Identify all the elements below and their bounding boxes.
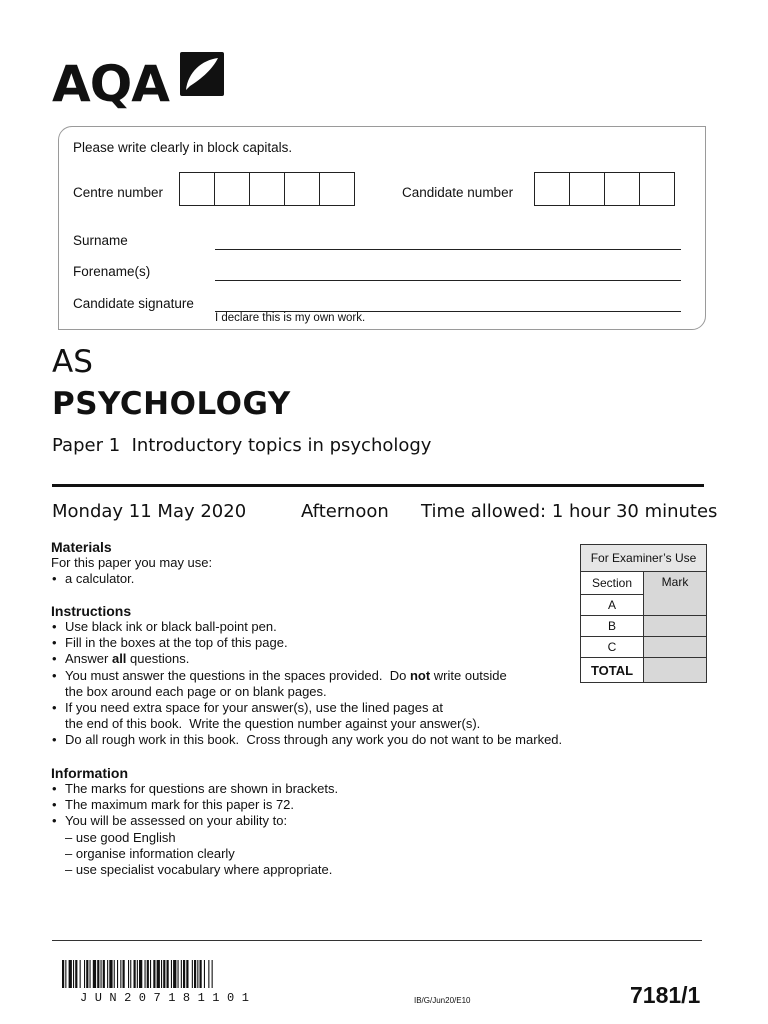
exam-session: Afternoon <box>301 501 389 522</box>
instructions-section <box>51 603 651 749</box>
logo-text: AQA <box>52 55 169 113</box>
barcode-bar <box>90 960 91 988</box>
section-column-header: Section <box>581 572 644 595</box>
information-item: • The maximum mark for this paper is 72. <box>51 797 571 813</box>
barcode-bar <box>197 960 198 988</box>
centre-digit-box[interactable] <box>249 172 285 206</box>
barcode-bar <box>194 960 196 988</box>
instruction-item: • Do all rough work in this book. Cross through any work you do not want to be marked. <box>51 732 651 748</box>
aqa-leaf-icon <box>180 52 224 96</box>
instruction-item <box>51 668 651 700</box>
barcode-bar <box>128 960 129 988</box>
section-label: B <box>581 616 644 637</box>
section-label: A <box>581 595 644 616</box>
time-allowed: Time allowed: 1 hour 30 minutes <box>421 501 718 522</box>
barcode-bar <box>161 960 162 988</box>
candidate-digit-box[interactable] <box>534 172 570 206</box>
information-heading: Information <box>51 765 128 781</box>
instruction-text: Answer <box>65 651 112 667</box>
qualification-level: AS <box>52 344 93 380</box>
surname-line[interactable] <box>215 249 681 250</box>
instruction-text: questions. <box>126 651 190 667</box>
barcode-bar <box>75 960 77 988</box>
signature-label: Candidate signature <box>73 296 194 311</box>
centre-digit-box[interactable] <box>214 172 250 206</box>
barcode-number: JUN207181101 <box>80 991 257 1005</box>
barcode <box>62 960 308 988</box>
barcode-bar <box>73 960 74 988</box>
centre-digit-box[interactable] <box>284 172 320 206</box>
barcode-bar <box>84 960 85 988</box>
footer-divider <box>52 940 702 941</box>
barcode-bar <box>139 960 142 988</box>
examiner-use-table <box>580 544 707 683</box>
barcode-bar <box>163 960 165 988</box>
instruction-text: write outside <box>430 667 507 683</box>
materials-intro: For this paper you may use: <box>51 555 213 570</box>
barcode-bar <box>150 960 151 988</box>
barcode-bar <box>181 960 182 988</box>
barcode-bar <box>107 960 108 988</box>
materials-list <box>51 571 571 587</box>
surname-label: Surname <box>73 233 128 248</box>
barcode-bar <box>69 960 72 988</box>
instruction-item: • Fill in the boxes at the top of this page. <box>51 635 651 651</box>
candidate-digit-box[interactable] <box>639 172 675 206</box>
barcode-bar <box>80 960 81 988</box>
materials-section <box>51 539 571 587</box>
instruction-item: • Use black ink or black ball-point pen. <box>51 619 651 635</box>
barcode-bar <box>114 960 115 988</box>
forename-line[interactable] <box>215 280 681 281</box>
instruction-emphasis: all <box>111 651 127 667</box>
barcode-bar <box>120 960 121 988</box>
information-section <box>51 765 571 878</box>
barcode-bar <box>186 960 188 988</box>
barcode-bar <box>212 960 213 988</box>
instruction-text: If you need extra space for your answer(s), use the lined pages at <box>65 700 443 716</box>
barcode-bar <box>123 960 125 988</box>
paper-reference: IB/G/Jun20/E10 <box>414 996 471 1005</box>
mark-cell[interactable] <box>644 637 707 658</box>
mark-cell[interactable] <box>644 616 707 637</box>
barcode-bar <box>204 960 205 988</box>
barcode-bar <box>178 960 179 988</box>
section-label: C <box>581 637 644 658</box>
barcode-bar <box>117 960 118 988</box>
instruction-text: the end of this book. Write the question number against your answer(s). <box>65 716 481 732</box>
barcode-bar <box>183 960 185 988</box>
declaration-text: I declare this is my own work. <box>215 312 366 324</box>
barcode-bar <box>134 960 136 988</box>
barcode-bar <box>208 960 209 988</box>
total-mark-cell[interactable] <box>644 658 707 683</box>
information-subitem: – use specialist vocabulary where appropriate. <box>65 862 333 878</box>
barcode-bar <box>167 960 169 988</box>
forename-label: Forename(s) <box>73 264 151 279</box>
information-item: • You will be assessed on your ability to: <box>51 813 571 829</box>
instruction-text: You must answer the questions in the spaces provided. Do <box>65 667 410 683</box>
instructions-heading: Instructions <box>51 603 132 619</box>
total-label: TOTAL <box>581 658 644 683</box>
information-list <box>51 781 571 830</box>
mark-column-header: Mark <box>644 572 707 616</box>
barcode-bar <box>97 960 99 988</box>
block-capitals-instruction: Please write clearly in block capitals. <box>73 140 293 155</box>
barcode-bar <box>171 960 172 988</box>
barcode-bar <box>200 960 202 988</box>
instruction-emphasis: not <box>409 667 431 683</box>
barcode-bar <box>173 960 176 988</box>
barcode-bar <box>192 960 193 988</box>
materials-item: • a calculator. <box>51 571 571 587</box>
centre-digit-box[interactable] <box>319 172 355 206</box>
candidate-number-label: Candidate number <box>402 185 514 200</box>
information-subitem: – organise information clearly <box>65 845 235 861</box>
paper-code: 7181/1 <box>630 982 701 1008</box>
centre-digit-box[interactable] <box>179 172 215 206</box>
centre-number-boxes[interactable] <box>179 172 355 206</box>
barcode-bar <box>137 960 138 988</box>
materials-heading: Materials <box>51 539 112 555</box>
title-divider <box>52 484 704 487</box>
barcode-bar <box>153 960 155 988</box>
barcode-bar <box>86 960 88 988</box>
instruction-item <box>51 651 651 667</box>
instruction-text: the box around each page or on blank pages. <box>65 683 327 699</box>
instruction-item <box>51 700 651 732</box>
information-subitem: – use good English <box>65 829 176 845</box>
candidate-digit-box[interactable] <box>569 172 605 206</box>
aqa-logo <box>52 52 222 112</box>
examiner-table-title: For Examiner’s Use <box>581 545 707 572</box>
barcode-bar <box>145 960 146 988</box>
information-item: • The marks for questions are shown in brackets. <box>51 781 571 797</box>
centre-number-label: Centre number <box>73 185 164 200</box>
barcode-bar <box>101 960 102 988</box>
barcode-bar <box>65 960 66 988</box>
instructions-list <box>51 619 651 749</box>
candidate-digit-box[interactable] <box>604 172 640 206</box>
barcode-bar <box>147 960 149 988</box>
barcode-bar <box>157 960 160 988</box>
barcode-bar <box>93 960 96 988</box>
exam-date: Monday 11 May 2020 <box>52 501 247 522</box>
paper-title: Paper 1 Introductory topics in psychology <box>52 435 432 456</box>
subject-title: PSYCHOLOGY <box>52 386 291 422</box>
barcode-bar <box>103 960 105 988</box>
barcode-bar <box>130 960 131 988</box>
barcode-bar <box>62 960 64 988</box>
candidate-number-boxes[interactable] <box>534 172 675 206</box>
barcode-bar <box>109 960 112 988</box>
